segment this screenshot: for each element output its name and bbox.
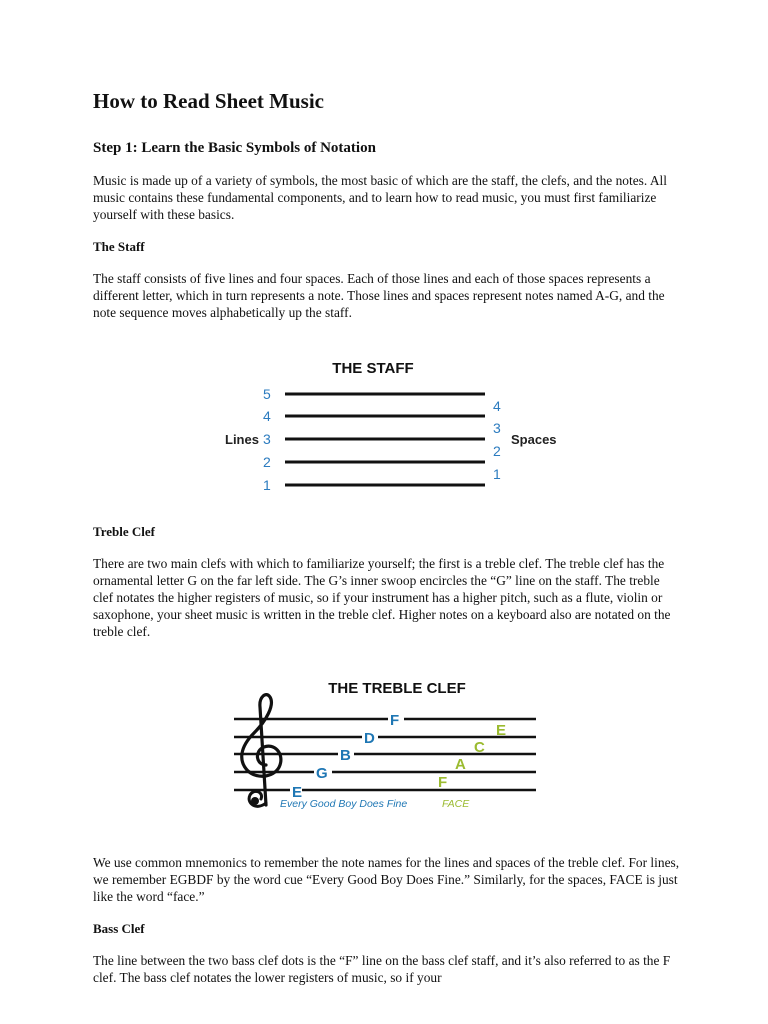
- page-title: How to Read Sheet Music: [93, 89, 324, 113]
- treble-clef-diagram: [230, 677, 550, 827]
- line-note-f: F: [390, 712, 400, 729]
- space-note-e: E: [496, 722, 507, 739]
- staff-lines: [285, 394, 485, 485]
- line-number-2: 2: [263, 454, 271, 470]
- staff-text: The staff consists of five lines and four spaces. Each of those lines and each of those spaces represents a different letter, which in turn represents a note. Those lines and spaces represent notes named A-G, and the note sequence moves alphabetically up the staff.: [93, 271, 665, 320]
- space-number-4: 4: [493, 398, 501, 414]
- treble-figure-title: THE TREBLE CLEF: [328, 680, 466, 697]
- treble-text: There are two main clefs with which to familiarize yourself; the first is a treble clef. The treble clef has the ornamental letter G on the far left side. The G’s inner swoop encircles the “G” line on the staff. The treble clef notates the higher registers of music, so if your instrument has a higher pitch, such as a flute, violin or saxophone, your sheet music is written in the treble clef. Higher notes on a keyboard also are notated on the treble clef.: [93, 556, 671, 639]
- spaces-label: Spaces: [511, 432, 557, 447]
- line-caption: Every Good Boy Does Fine: [280, 798, 408, 810]
- space-note-f: F: [438, 774, 448, 791]
- lines-label: Lines: [225, 432, 259, 447]
- space-number-1: 1: [493, 466, 501, 482]
- treble-space-notes: [438, 722, 506, 791]
- bass-text: The line between the two bass clef dots is the “F” line on the bass clef staff, and it’s also referred to as the F clef. The bass clef notates the lower registers of music, so if your: [93, 953, 671, 985]
- space-number-2: 2: [493, 443, 501, 459]
- line-number-3: 3: [263, 431, 271, 447]
- space-number-3: 3: [493, 420, 501, 436]
- staff-figure-title: THE STAFF: [332, 360, 414, 377]
- staff-heading: The Staff: [93, 239, 145, 254]
- line-number-1: 1: [263, 477, 271, 493]
- bass-heading: Bass Clef: [93, 921, 145, 936]
- line-number-4: 4: [263, 408, 271, 424]
- treble-heading: Treble Clef: [93, 524, 155, 539]
- line-note-d: D: [364, 730, 375, 747]
- treble-line-notes: [290, 712, 404, 801]
- mnemonic-text: We use common mnemonics to remember the note names for the lines and spaces of the treble clef. For lines, we remember EGBDF by the word cue “Every Good Boy Does Fine.” Similarly, for the spaces, FACE is just like the word “face.”: [93, 855, 680, 904]
- staff-diagram: [223, 356, 583, 496]
- line-note-g: G: [316, 765, 328, 782]
- space-note-c: C: [474, 739, 485, 756]
- line-note-e: E: [292, 784, 303, 801]
- step1-intro: Music is made up of a variety of symbols, the most basic of which are the staff, the clefs, and the notes. All music contains these fundamental components, and to learn how to read music, you must first familiarize yourself with these basics.: [93, 173, 667, 222]
- space-note-a: A: [455, 756, 466, 773]
- document-page: [93, 88, 683, 1001]
- line-number-5: 5: [263, 386, 271, 402]
- space-caption: FACE: [442, 798, 470, 810]
- step1-heading: Step 1: Learn the Basic Symbols of Notation: [93, 140, 376, 156]
- line-note-b: B: [340, 747, 351, 764]
